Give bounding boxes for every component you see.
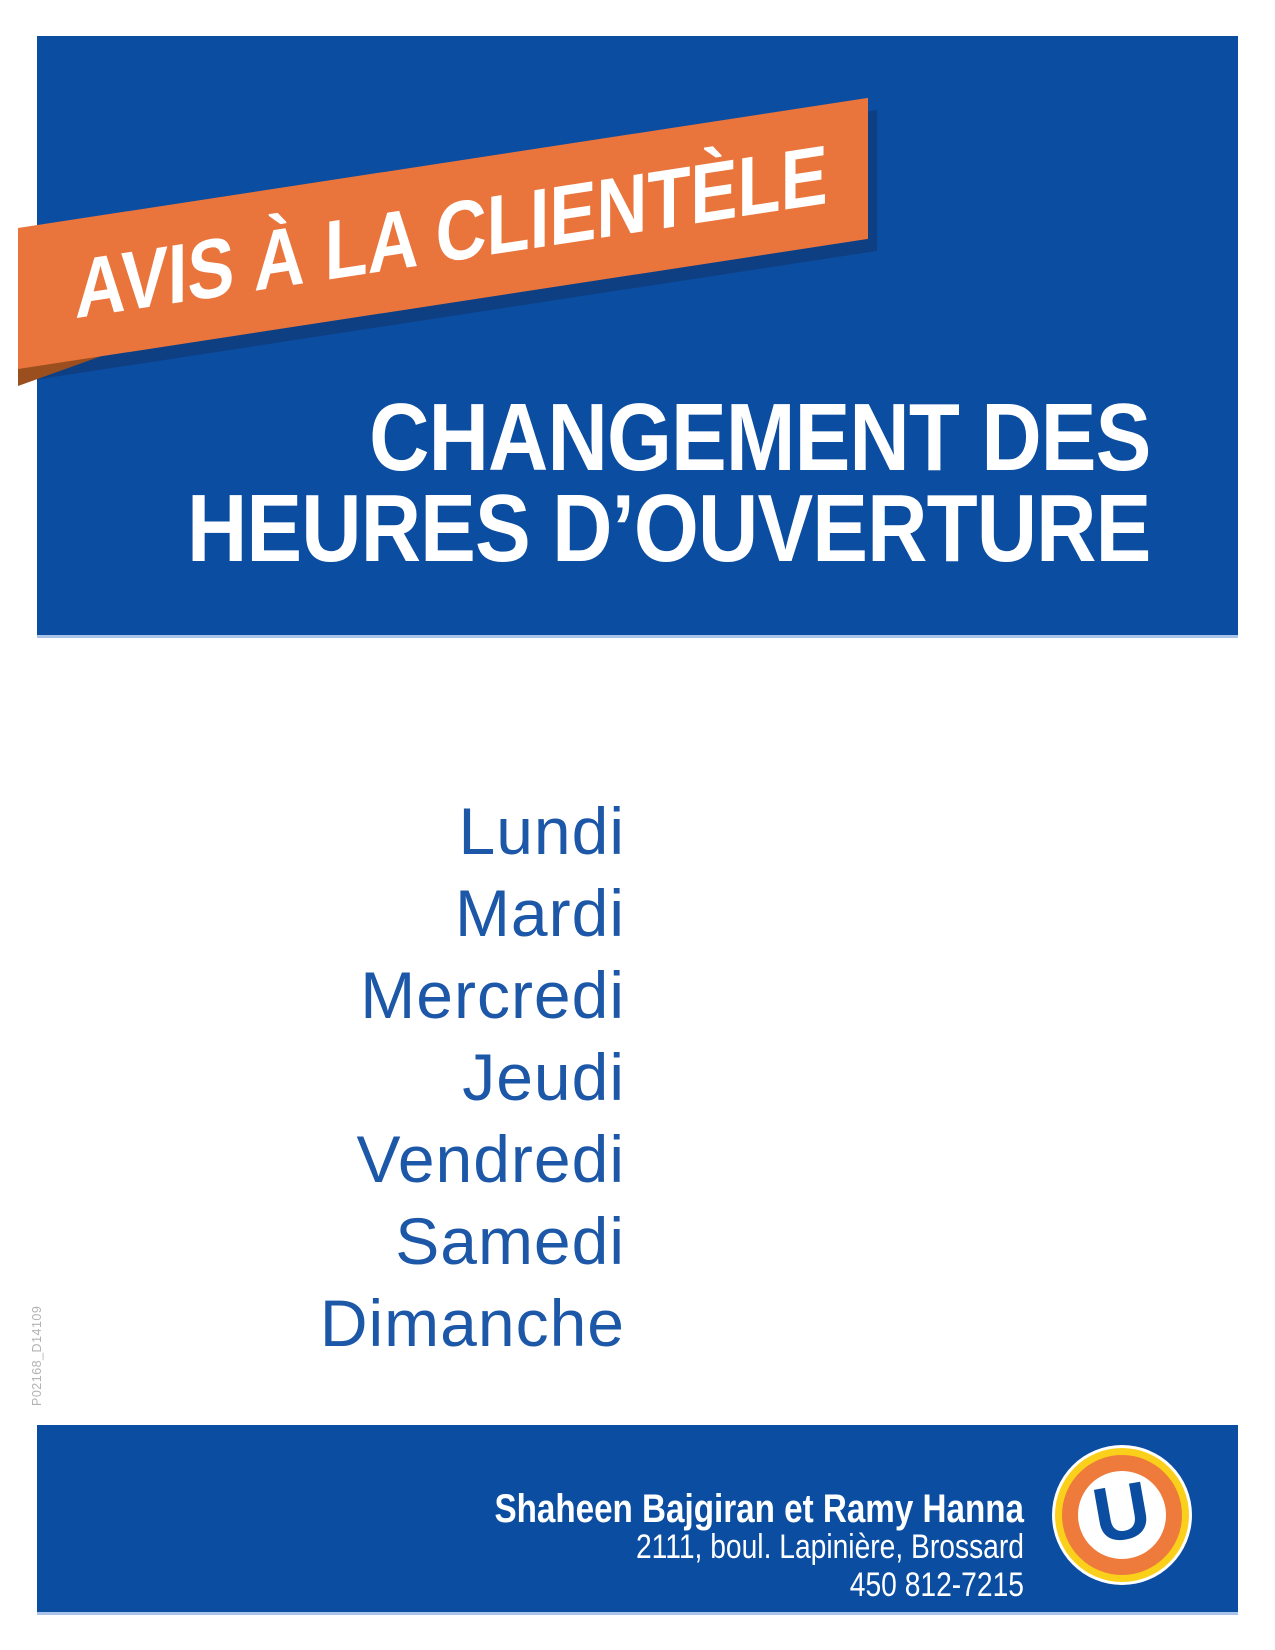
days-list [320,790,625,1364]
ribbon-label: AVIS À LA CLIENTÈLE [75,127,828,337]
day-item: Vendredi [356,1122,625,1196]
logo-yellow-ring [1055,1448,1189,1582]
logo-white-disc [1078,1463,1166,1561]
uniprix-logo [1052,1445,1192,1585]
footer-text-block [494,1487,1024,1604]
logo-u-letter: U [1086,1463,1157,1561]
logo-orange-ring [1062,1455,1182,1575]
print-code: P02168_D14109 [30,1305,44,1406]
owners-line: Shaheen Bajgiran et Ramy Hanna [494,1487,1024,1531]
address-line: 2111, boul. Lapinière, Brossard [635,1528,1024,1566]
footer-bar [37,1425,1238,1615]
headline-line-1: CHANGEMENT DES [368,384,1150,491]
phone-line: 450 812-7215 [849,1566,1024,1604]
headline-line-2: HEURES D’OUVERTURE [186,475,1150,582]
day-item: Dimanche [319,1286,625,1360]
headline [186,384,1150,582]
day-item: Mercredi [360,958,625,1032]
day-item: Samedi [395,1204,625,1278]
day-item: Mardi [454,876,625,950]
day-item: Jeudi [462,1040,625,1114]
day-item: Lundi [458,794,625,868]
